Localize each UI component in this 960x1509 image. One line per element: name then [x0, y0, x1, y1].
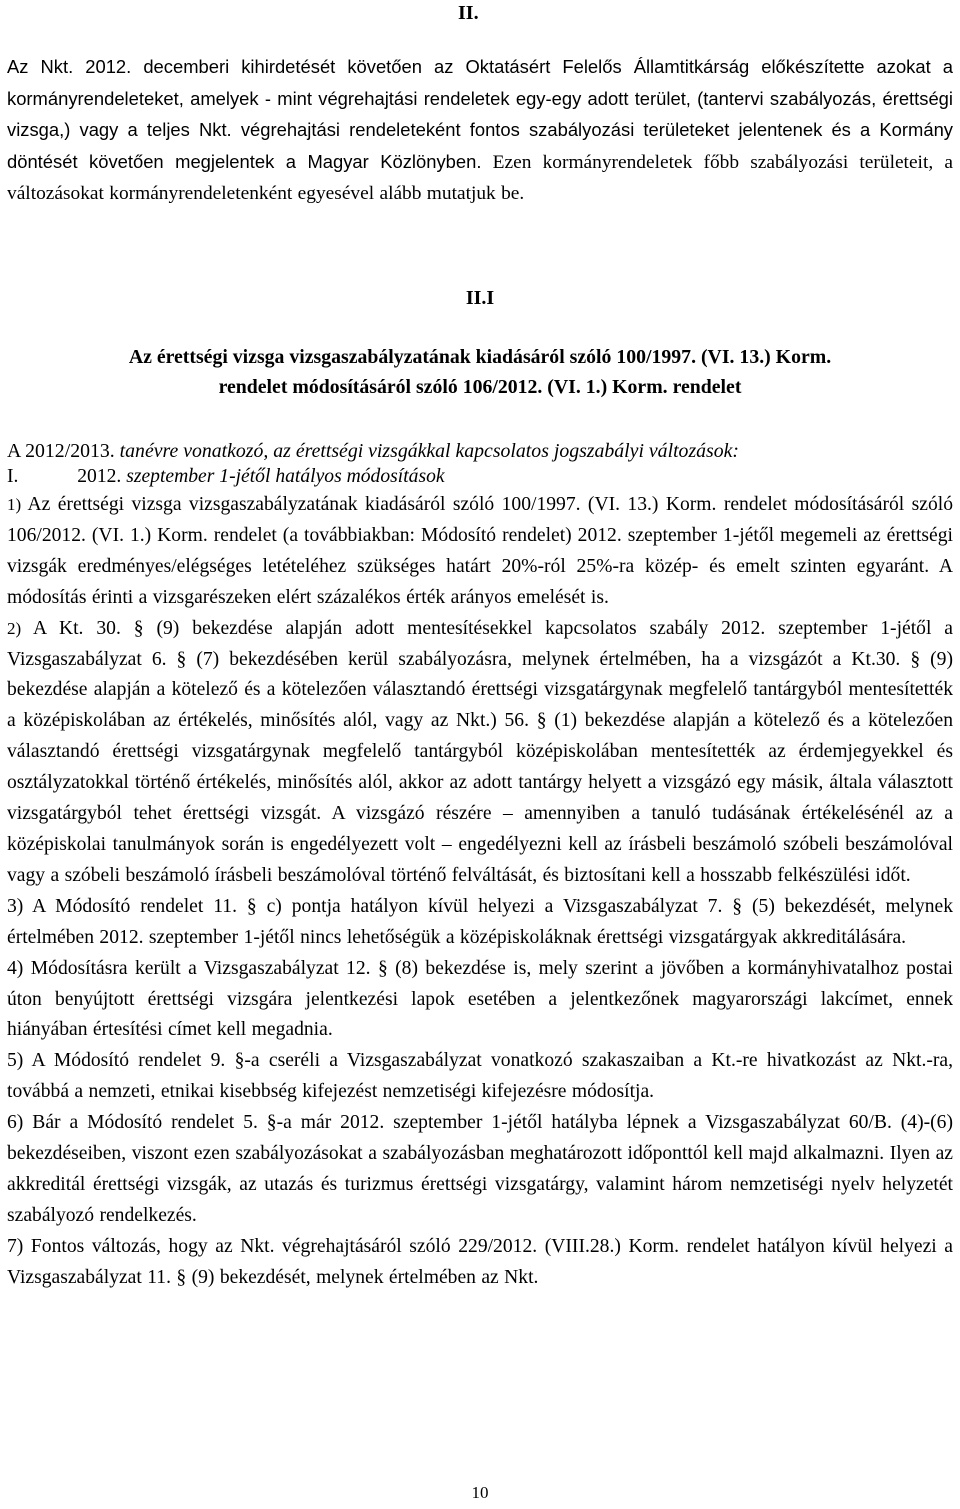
- list-item: [7, 1108, 953, 1232]
- list-item-number: 5): [7, 1050, 24, 1072]
- list-item-text: A Módosító rendelet 9. §-a cseréli a Vizsgaszabályzat vonatkozó szakaszaiban a Kt.-re hivatkozást az Nkt.-ra, továbbá a nemzeti, etnikai kisebbség kifejezést nemzetiségi kifejezésre módosítja.: [7, 1050, 954, 1103]
- list-item: [7, 1046, 953, 1108]
- list-item: [7, 954, 953, 1047]
- subsection-title: [0, 342, 960, 402]
- list-item-text: A Módosító rendelet 11. § c) pontja hatályon kívül helyezi a Vizsgaszabályzat 7. § (5) bekezdését, melynek értelmében 2012. szeptember 1-jétől nincs lehetőségük a középiskoláknak érettségi vizsgatárgyak akkreditálására.: [7, 895, 953, 948]
- list-item-text: Fontos változás, hogy az Nkt. végrehajtásáról szóló 229/2012. (VIII.28.) Korm. rendelet hatályon kívül helyezi a Vizsgaszabályzat 11. § (9) bekezdését, melynek értelmében az Nkt.: [7, 1235, 953, 1288]
- change-list: [7, 490, 953, 1294]
- lead-line-2: [7, 462, 953, 491]
- list-item: [7, 1232, 953, 1294]
- intro-paragraph: [7, 52, 953, 210]
- list-item-number: 4): [7, 957, 24, 979]
- list-item: [7, 892, 953, 954]
- lead-year: 2012.: [77, 466, 122, 487]
- subsection-title-line-1: Az érettségi vizsga vizsgaszabályzatának kiadásáról szóló 100/1997. (VI. 13.) Korm.: [128, 346, 832, 368]
- subsection-title-line-2: rendelet módosításáról szóló 106/2012. (VI. 1.) Korm. rendelet: [218, 376, 742, 398]
- list-item: [7, 614, 953, 892]
- list-item-number: 1): [7, 495, 22, 514]
- list-item-number: 7): [7, 1235, 24, 1257]
- list-item-text: Módosításra került a Vizsgaszabályzat 12. § (8) bekezdése is, mely szerint a jövőben a kormányhivatalhoz postai úton benyújtott érettségi vizsgára jelentkezési lapok esetében a jelentkezőnek magyarországi lakcímet, ennek hiányában értesítési címet kell megadnia.: [7, 957, 953, 1041]
- list-item: [7, 490, 953, 614]
- list-item-text: A Kt. 30. § (9) bekezdése alapján adott mentesítésekkel kapcsolatos szabály 2012. szeptember 1-jétől a Vizsgaszabályzat 6. § (7) bekezdésében kerül szabályozásra, melynek értelmében, ha a vizsgázót a Kt.30. § (9) bekezdése alapján a kötelező és a kötelezően választandó érettségi vizsgatárgynak megfelelő tantárgyból mentesítették a középiskolában az értékelés, minősítés alól, vagy az Nkt.) 56. § (1) bekezdése alapján a kötelező és a kötelezően választandó érettségi vizsgatárgynak megfelelő tantárgyból középiskolában mentesítették az érdemjegyekkel és osztályzatokkal történő értékelés, minősítés alól, akkor az adott tantárgy helyett a vizsgázó egy másik, általa választott vizsgatárgyból tehet érettségi vizsgát. A vizsgázó részére – amennyiben a tanuló tudásának értékelésénél az a középiskolai tanulmányok során is engedélyezett volt – engedélyezni kell az írásbeli beszámoló szóbeli beszámolóval vagy a szóbeli beszámoló írásbeli beszámolóval történő felváltását, és biztosítani kell a hosszabb felkészülési időt.: [7, 617, 953, 886]
- lead-school-year: A 2012/2013.: [7, 440, 115, 462]
- subsection-number: II.I: [465, 287, 495, 309]
- list-item-number: 6): [7, 1112, 24, 1134]
- list-item-number: 2): [7, 618, 22, 638]
- list-item-number: 3): [7, 895, 24, 917]
- lead-line-1-text: tanévre vonatkozó, az érettségi vizsgákkal kapcsolatos jogszabályi változások:: [114, 440, 739, 462]
- intro-part-2: Ezen kormányrendeletek főbb szabályozási területeit, a változásokat kormányrendeletenként egyesével alább mutatjuk be.: [7, 152, 953, 204]
- section-number: II.: [458, 2, 479, 24]
- lead-roman-number: I.: [7, 466, 19, 487]
- lead-line-2-text: szeptember 1-jétől hatályos módosítások: [126, 466, 445, 487]
- page-number: 10: [471, 1483, 489, 1502]
- list-item-text: Bár a Módosító rendelet 5. §-a már 2012. szeptember 1-jétől hatályba lépnek a Vizsgaszabályzat 60/B. (4)-(6) bekezdéseiben, viszont ezen szabályozásokat a szabályozásban meghatározott időponttól kell majd alkalmazni. Ilyen az akkreditál érettségi vizsgák, az utazás és turizmus érettségi vizsgatárgy, valamint három nemzetiségi nyelv helyzetét szabályozó rendelkezés.: [7, 1112, 953, 1226]
- list-item-text: Az érettségi vizsga vizsgaszabályzatának kiadásáról szóló 100/1997. (VI. 13.) Korm. rendelet módosításáról szóló 106/2012. (VI. 1.) Korm. rendelet (a továbbiakban: Módosító rendelet) 2012. szeptember 1-jétől megemeli az érettségi vizsgák eredményes/elégséges letételéhez szükséges határt 20%-ról 25%-ra közép- és emelt szinten egyaránt. A módosítás érinti a vizsgarészeken elért százalékos érték arányos emelését is.: [7, 494, 953, 608]
- intro-part-1: Az Nkt. 2012. decemberi kihirdetését követően az Oktatásért Felelős Államtitkárság előkészítette azokat a kormányrendeleteket, amelyek - mint végrehajtási rendeletek egy-egy adott terület, (tantervi szabályozás, érettségi vizsga,) vagy a teljes Nkt. végrehajtási rendeleteként fontos szabályozási területeket jelentenek és a Kormány döntését követően megjelentek a Magyar Közlönyben.: [7, 56, 953, 173]
